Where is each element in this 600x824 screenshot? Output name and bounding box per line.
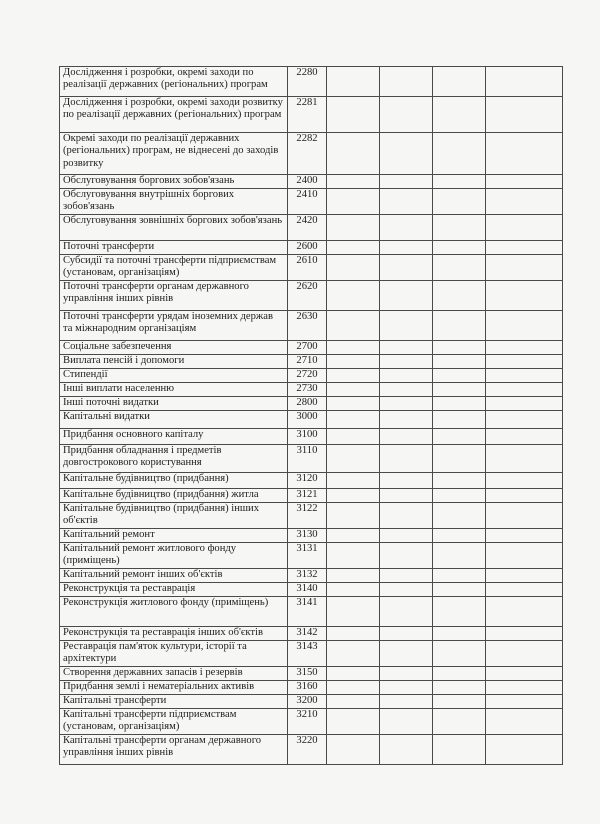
amount-cell: [380, 641, 433, 667]
kekv-code-cell: 3140: [288, 583, 327, 597]
table-row: [60, 255, 563, 281]
amount-cell: [486, 597, 563, 627]
expenditure-name-cell: Капітальне будівництво (придбання) інших об'єктів: [60, 503, 288, 529]
kekv-code-cell: 3142: [288, 627, 327, 641]
amount-cell: [433, 543, 486, 569]
table-row: [60, 97, 563, 133]
amount-cell: [486, 503, 563, 529]
amount-cell: [433, 597, 486, 627]
amount-cell: [380, 355, 433, 369]
table-row: [60, 429, 563, 445]
table-row: [60, 369, 563, 383]
amount-cell: [327, 97, 380, 133]
table-row: [60, 445, 563, 473]
amount-cell: [327, 369, 380, 383]
table-row: [60, 175, 563, 189]
amount-cell: [486, 97, 563, 133]
amount-cell: [327, 311, 380, 341]
expenditure-name-cell: Поточні трансферти урядам іноземних держав та міжнародним організаціям: [60, 311, 288, 341]
table-row: [60, 667, 563, 681]
kekv-code-cell: 3200: [288, 695, 327, 709]
amount-cell: [380, 189, 433, 215]
expenditure-name-cell: Соціальне забезпечення: [60, 341, 288, 355]
table-row: [60, 411, 563, 429]
expenditure-name-cell: Поточні трансферти органам державного управління інших рівнів: [60, 281, 288, 311]
amount-cell: [380, 529, 433, 543]
table-row: [60, 397, 563, 411]
table-row: [60, 735, 563, 765]
amount-cell: [327, 489, 380, 503]
amount-cell: [327, 241, 380, 255]
amount-cell: [433, 281, 486, 311]
table-body: [60, 67, 563, 765]
amount-cell: [433, 529, 486, 543]
kekv-code-cell: 3120: [288, 473, 327, 489]
amount-cell: [433, 503, 486, 529]
amount-cell: [433, 67, 486, 97]
table-row: [60, 681, 563, 695]
expenditure-name-cell: Капітальний ремонт: [60, 529, 288, 543]
expenditure-name-cell: Інші виплати населенню: [60, 383, 288, 397]
kekv-code-cell: 3000: [288, 411, 327, 429]
amount-cell: [327, 397, 380, 411]
amount-cell: [486, 311, 563, 341]
amount-cell: [486, 369, 563, 383]
table-row: [60, 215, 563, 241]
table-row: [60, 583, 563, 597]
expenditure-name-cell: Капітальне будівництво (придбання): [60, 473, 288, 489]
expenditure-name-cell: Поточні трансферти: [60, 241, 288, 255]
kekv-code-cell: 2281: [288, 97, 327, 133]
amount-cell: [327, 543, 380, 569]
budget-expenditure-table: [59, 66, 563, 765]
kekv-code-cell: 3143: [288, 641, 327, 667]
table-row: [60, 355, 563, 369]
kekv-code-cell: 2420: [288, 215, 327, 241]
amount-cell: [380, 667, 433, 681]
amount-cell: [433, 583, 486, 597]
table-row: [60, 133, 563, 175]
kekv-code-cell: 3121: [288, 489, 327, 503]
expenditure-name-cell: Капітальне будівництво (придбання) житла: [60, 489, 288, 503]
kekv-code-cell: 3141: [288, 597, 327, 627]
amount-cell: [486, 543, 563, 569]
amount-cell: [380, 97, 433, 133]
expenditure-name-cell: Стипендії: [60, 369, 288, 383]
amount-cell: [380, 473, 433, 489]
amount-cell: [327, 597, 380, 627]
amount-cell: [380, 583, 433, 597]
amount-cell: [486, 529, 563, 543]
table-row: [60, 529, 563, 543]
kekv-code-cell: 2410: [288, 189, 327, 215]
expenditure-name-cell: Капітальні трансферти: [60, 695, 288, 709]
table-row: [60, 709, 563, 735]
amount-cell: [433, 735, 486, 765]
amount-cell: [486, 383, 563, 397]
amount-cell: [486, 681, 563, 695]
amount-cell: [433, 397, 486, 411]
amount-cell: [486, 241, 563, 255]
amount-cell: [433, 695, 486, 709]
amount-cell: [327, 175, 380, 189]
amount-cell: [380, 445, 433, 473]
kekv-code-cell: 3110: [288, 445, 327, 473]
kekv-code-cell: 2720: [288, 369, 327, 383]
amount-cell: [433, 411, 486, 429]
amount-cell: [433, 681, 486, 695]
amount-cell: [486, 695, 563, 709]
table-row: [60, 311, 563, 341]
amount-cell: [380, 411, 433, 429]
expenditure-name-cell: Обслуговування внутрішніх боргових зобов'язань: [60, 189, 288, 215]
amount-cell: [433, 383, 486, 397]
expenditure-name-cell: Придбання основного капіталу: [60, 429, 288, 445]
amount-cell: [486, 341, 563, 355]
amount-cell: [327, 583, 380, 597]
expenditure-name-cell: Придбання землі і нематеріальних активів: [60, 681, 288, 695]
amount-cell: [486, 411, 563, 429]
amount-cell: [433, 215, 486, 241]
amount-cell: [433, 97, 486, 133]
amount-cell: [327, 255, 380, 281]
table-row: [60, 641, 563, 667]
kekv-code-cell: 3100: [288, 429, 327, 445]
amount-cell: [380, 695, 433, 709]
amount-cell: [486, 569, 563, 583]
amount-cell: [486, 583, 563, 597]
expenditure-name-cell: Капітальні трансферти органам державного управління інших рівнів: [60, 735, 288, 765]
amount-cell: [327, 681, 380, 695]
amount-cell: [380, 489, 433, 503]
kekv-code-cell: 3132: [288, 569, 327, 583]
expenditure-name-cell: Дослідження і розробки, окремі заходи по реалізації державних (регіональних) програм: [60, 67, 288, 97]
table-row: [60, 341, 563, 355]
amount-cell: [433, 445, 486, 473]
amount-cell: [433, 133, 486, 175]
amount-cell: [327, 709, 380, 735]
amount-cell: [327, 641, 380, 667]
kekv-code-cell: 3150: [288, 667, 327, 681]
amount-cell: [327, 215, 380, 241]
amount-cell: [380, 735, 433, 765]
amount-cell: [486, 67, 563, 97]
table-row: [60, 189, 563, 215]
amount-cell: [380, 543, 433, 569]
amount-cell: [380, 281, 433, 311]
amount-cell: [380, 397, 433, 411]
table-row: [60, 627, 563, 641]
table-row: [60, 383, 563, 397]
amount-cell: [486, 255, 563, 281]
kekv-code-cell: 2600: [288, 241, 327, 255]
amount-cell: [327, 355, 380, 369]
amount-cell: [327, 735, 380, 765]
expenditure-name-cell: Реставрація пам'яток культури, історії та архітектури: [60, 641, 288, 667]
amount-cell: [486, 627, 563, 641]
kekv-code-cell: 3131: [288, 543, 327, 569]
amount-cell: [433, 569, 486, 583]
kekv-code-cell: 2630: [288, 311, 327, 341]
amount-cell: [433, 255, 486, 281]
amount-cell: [433, 175, 486, 189]
amount-cell: [433, 355, 486, 369]
expenditure-name-cell: Дослідження і розробки, окремі заходи розвитку по реалізації державних (регіональних) програм: [60, 97, 288, 133]
expenditure-name-cell: Капітальні видатки: [60, 411, 288, 429]
expenditure-name-cell: Капітальний ремонт житлового фонду (приміщень): [60, 543, 288, 569]
amount-cell: [327, 429, 380, 445]
amount-cell: [486, 189, 563, 215]
amount-cell: [433, 709, 486, 735]
amount-cell: [327, 133, 380, 175]
expenditure-name-cell: Виплата пенсій і допомоги: [60, 355, 288, 369]
amount-cell: [486, 175, 563, 189]
amount-cell: [327, 383, 380, 397]
expenditure-name-cell: Субсидії та поточні трансферти підприємствам (установам, організаціям): [60, 255, 288, 281]
kekv-code-cell: 2800: [288, 397, 327, 411]
kekv-code-cell: 3220: [288, 735, 327, 765]
amount-cell: [327, 667, 380, 681]
kekv-code-cell: 3210: [288, 709, 327, 735]
amount-cell: [486, 397, 563, 411]
amount-cell: [327, 189, 380, 215]
amount-cell: [433, 189, 486, 215]
table-row: [60, 597, 563, 627]
amount-cell: [433, 341, 486, 355]
expenditure-name-cell: Обслуговування зовнішніх боргових зобов'язань: [60, 215, 288, 241]
kekv-code-cell: 2610: [288, 255, 327, 281]
table-row: [60, 503, 563, 529]
amount-cell: [327, 411, 380, 429]
amount-cell: [486, 709, 563, 735]
amount-cell: [433, 489, 486, 503]
expenditure-name-cell: Обслуговування боргових зобов'язань: [60, 175, 288, 189]
amount-cell: [433, 429, 486, 445]
amount-cell: [380, 429, 433, 445]
kekv-code-cell: 2700: [288, 341, 327, 355]
amount-cell: [380, 627, 433, 641]
amount-cell: [327, 503, 380, 529]
amount-cell: [380, 175, 433, 189]
amount-cell: [486, 445, 563, 473]
amount-cell: [380, 67, 433, 97]
table-row: [60, 473, 563, 489]
amount-cell: [380, 215, 433, 241]
amount-cell: [486, 641, 563, 667]
amount-cell: [486, 489, 563, 503]
amount-cell: [380, 503, 433, 529]
amount-cell: [433, 667, 486, 681]
amount-cell: [486, 133, 563, 175]
kekv-code-cell: 2620: [288, 281, 327, 311]
amount-cell: [380, 133, 433, 175]
kekv-code-cell: 2730: [288, 383, 327, 397]
kekv-code-cell: 3130: [288, 529, 327, 543]
amount-cell: [380, 311, 433, 341]
kekv-code-cell: 2710: [288, 355, 327, 369]
amount-cell: [380, 709, 433, 735]
amount-cell: [380, 569, 433, 583]
table-row: [60, 241, 563, 255]
amount-cell: [433, 369, 486, 383]
amount-cell: [380, 341, 433, 355]
amount-cell: [433, 641, 486, 667]
amount-cell: [327, 445, 380, 473]
table-row: [60, 569, 563, 583]
expenditure-name-cell: Окремі заходи по реалізації державних (регіональних) програм, не віднесені до заходів розвитку: [60, 133, 288, 175]
expenditure-name-cell: Придбання обладнання і предметів довгострокового користування: [60, 445, 288, 473]
amount-cell: [327, 281, 380, 311]
amount-cell: [327, 67, 380, 97]
amount-cell: [327, 341, 380, 355]
amount-cell: [380, 597, 433, 627]
kekv-code-cell: 2282: [288, 133, 327, 175]
amount-cell: [486, 215, 563, 241]
amount-cell: [380, 255, 433, 281]
amount-cell: [327, 627, 380, 641]
kekv-code-cell: 3160: [288, 681, 327, 695]
expenditure-name-cell: Інші поточні видатки: [60, 397, 288, 411]
expenditure-name-cell: Реконструкція та реставрація інших об'єктів: [60, 627, 288, 641]
amount-cell: [327, 569, 380, 583]
expenditure-name-cell: Створення державних запасів і резервів: [60, 667, 288, 681]
amount-cell: [486, 281, 563, 311]
amount-cell: [380, 241, 433, 255]
amount-cell: [433, 241, 486, 255]
expenditure-name-cell: Реконструкція житлового фонду (приміщень): [60, 597, 288, 627]
kekv-code-cell: 3122: [288, 503, 327, 529]
table-row: [60, 695, 563, 709]
amount-cell: [380, 369, 433, 383]
amount-cell: [433, 473, 486, 489]
amount-cell: [486, 735, 563, 765]
amount-cell: [433, 627, 486, 641]
amount-cell: [380, 383, 433, 397]
expenditure-name-cell: Капітальний ремонт інших об'єктів: [60, 569, 288, 583]
amount-cell: [433, 311, 486, 341]
amount-cell: [486, 473, 563, 489]
table-row: [60, 67, 563, 97]
table-row: [60, 281, 563, 311]
expenditure-name-cell: Капітальні трансферти підприємствам (установам, організаціям): [60, 709, 288, 735]
table-row: [60, 543, 563, 569]
expenditure-name-cell: Реконструкція та реставрація: [60, 583, 288, 597]
kekv-code-cell: 2280: [288, 67, 327, 97]
amount-cell: [380, 681, 433, 695]
kekv-code-cell: 2400: [288, 175, 327, 189]
amount-cell: [486, 667, 563, 681]
amount-cell: [327, 695, 380, 709]
amount-cell: [486, 429, 563, 445]
amount-cell: [327, 529, 380, 543]
amount-cell: [327, 473, 380, 489]
table-row: [60, 489, 563, 503]
amount-cell: [486, 355, 563, 369]
